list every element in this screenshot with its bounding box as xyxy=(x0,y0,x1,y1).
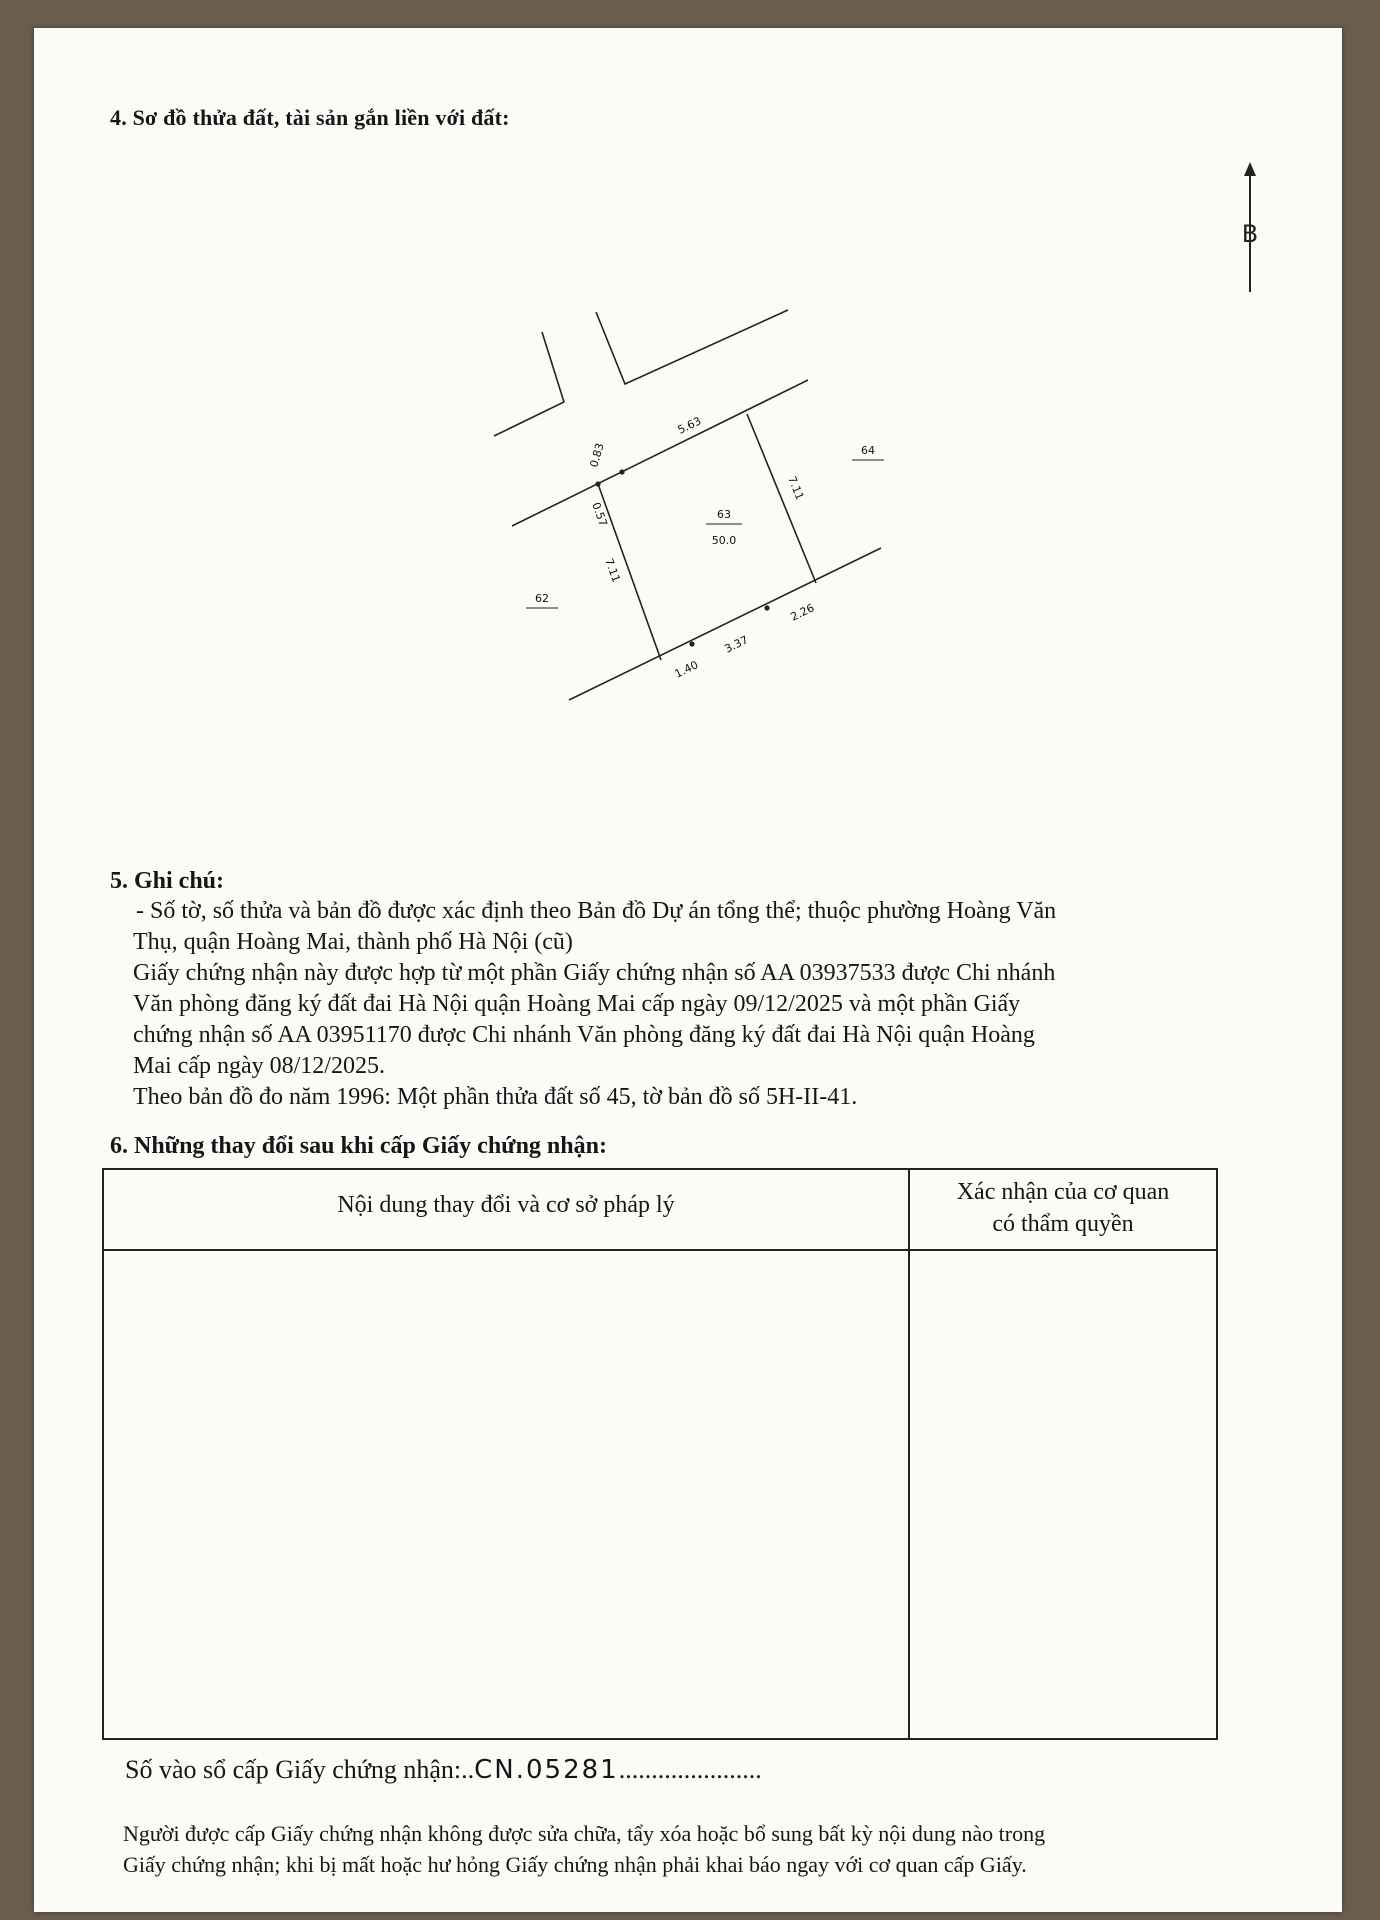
note-line: Thụ, quận Hoàng Mai, thành phố Hà Nội (cũ) xyxy=(133,929,573,955)
registration-number xyxy=(125,1755,762,1785)
road-edge-left xyxy=(494,332,564,436)
dim-bottom-1: 1.40 xyxy=(672,658,701,681)
notes-block xyxy=(133,896,1223,1113)
parcel-right-side xyxy=(747,414,816,583)
dim-bottom-3: 2.26 xyxy=(788,601,817,624)
note-line: chứng nhận số AA 03951170 được Chi nhánh Văn phòng đăng ký đất đai Hà Nội quận Hoàng xyxy=(133,1022,1035,1048)
dim-left: 7.11 xyxy=(602,556,623,585)
road-edge-right xyxy=(596,310,788,384)
parcel-diagram xyxy=(470,150,910,710)
table-header-content: Nội dung thay đổi và cơ sở pháp lý xyxy=(337,1192,675,1218)
table-header-confirmation xyxy=(910,1176,1216,1240)
north-label: B xyxy=(1241,220,1259,248)
north-arrow-icon xyxy=(1230,160,1270,300)
parcel-number: 63 xyxy=(717,508,731,521)
note-line: Giấy chứng nhận này được hợp từ một phần Giấy chứng nhận số AA 03937533 được Chi nhánh xyxy=(133,960,1056,986)
note-line: - Số tờ, số thửa và bản đồ được xác định theo Bản đồ Dự án tổng thể; thuộc phường Hoàng Văn xyxy=(136,898,1057,924)
dim-top-left: 0.83 xyxy=(587,441,607,469)
dim-bottom-2: 3.37 xyxy=(722,633,751,656)
neighbor-parcel-left: 62 xyxy=(535,592,549,605)
note-line: Văn phòng đăng ký đất đai Hà Nội quận Hoàng Mai cấp ngày 09/12/2025 và một phần Giấy xyxy=(133,991,1021,1017)
note-line: Mai cấp ngày 08/12/2025. xyxy=(133,1053,385,1079)
dim-left-small: 0.57 xyxy=(589,500,610,529)
section-4-heading: 4. Sơ đồ thửa đất, tài sản gắn liền với đất: xyxy=(110,105,510,130)
serial-dots: ...................... xyxy=(618,1755,762,1784)
footer-line: Người được cấp Giấy chứng nhận không được sửa chữa, tẩy xóa hoặc bổ sung bất kỳ nội dung nào trong xyxy=(123,1821,1046,1846)
header-line: Xác nhận của cơ quan xyxy=(956,1179,1170,1205)
serial-value: CN.05281 xyxy=(474,1755,619,1785)
changes-table xyxy=(102,1168,1218,1740)
neighbor-parcel-right: 64 xyxy=(861,444,875,457)
table-column-divider xyxy=(908,1170,910,1738)
dim-right: 7.11 xyxy=(785,474,807,502)
parcel-area: 50.0 xyxy=(711,534,737,547)
serial-label: Số vào sổ cấp Giấy chứng nhận:.. xyxy=(125,1755,475,1784)
note-line: Theo bản đồ đo năm 1996: Một phần thửa đất số 45, tờ bản đồ số 5H-II-41. xyxy=(133,1084,858,1110)
header-line: có thẩm quyền xyxy=(992,1211,1134,1237)
table-header-divider xyxy=(104,1249,1216,1251)
footer-line: Giấy chứng nhận; khi bị mất hoặc hư hỏng Giấy chứng nhận phải khai báo ngay với cơ quan cấp Giấy. xyxy=(123,1852,1027,1877)
dim-top: 5.63 xyxy=(675,414,704,437)
footer-warning xyxy=(123,1818,1233,1880)
section-5-heading: 5. Ghi chú: xyxy=(110,868,225,894)
section-6-heading: 6. Những thay đổi sau khi cấp Giấy chứng nhận: xyxy=(110,1133,607,1159)
